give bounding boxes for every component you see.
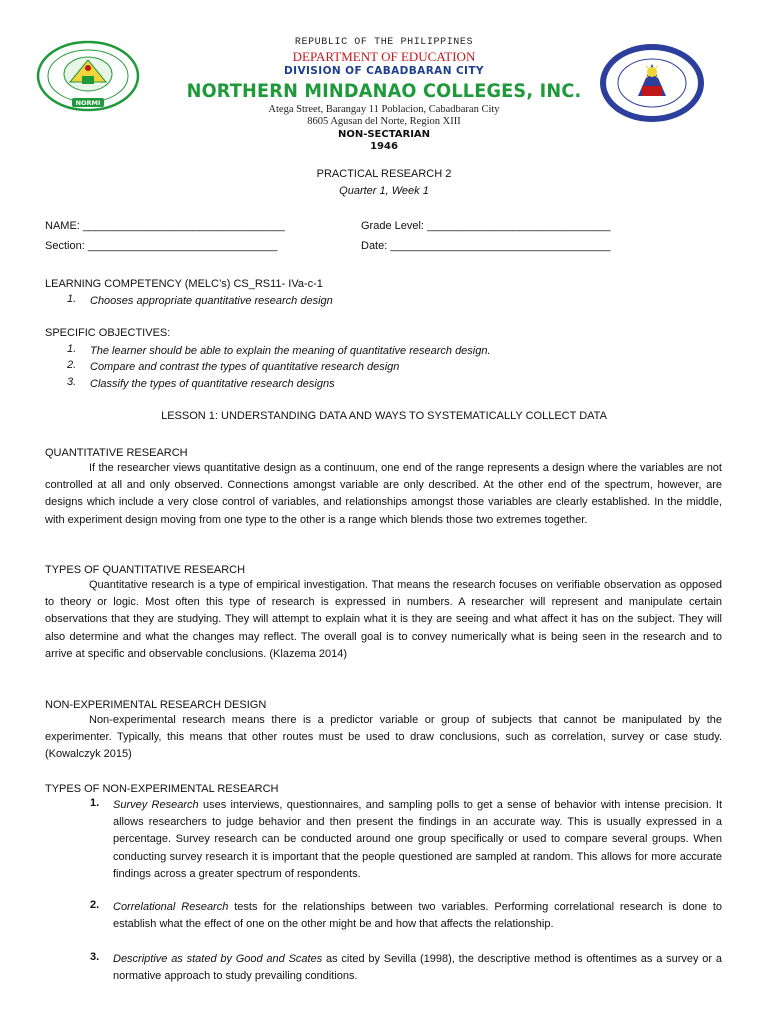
type-item-text: uses interviews, questionnaires, and sampling polls to get a sense of behavior with intense precision. It allows researchers to judge behavior and then present the findings in an accurate way. This is usually expressed in a percentage. Survey research can be conducted around one group specifically or used to compare several groups. When conducting survey research it is important that the people questioned are sampled at random. This allows for more accurate findings across a greater spectrum of respondents.	[113, 799, 722, 880]
competency-item-text: Chooses appropriate quantitative research design	[90, 295, 333, 307]
section-heading: TYPES OF QUANTITATIVE RESEARCH	[45, 564, 246, 576]
section-heading: NON-EXPERIMENTAL RESEARCH DESIGN	[45, 699, 267, 711]
type-item-term: Survey Research	[113, 799, 199, 811]
type-item-number: 2.	[90, 899, 100, 911]
objectives-heading: SPECIFIC OBJECTIVES:	[45, 327, 171, 339]
address-line-2: 8605 Agusan del Norte, Region XIII	[307, 116, 461, 127]
objective-item-number: 3.	[67, 376, 77, 388]
grade-level-field[interactable]: Grade Level: ______________________________	[361, 220, 611, 232]
type-item-number: 1.	[90, 797, 100, 809]
founding-year: 1946	[370, 141, 398, 152]
competency-heading: LEARNING COMPETENCY (MELC’s) CS_RS11- IVa-c-1	[45, 278, 323, 290]
type-item-text: as cited by Sevilla (1998), the descriptive method is oftentimes as a survey or a normative approach to study prevailing conditions.	[113, 953, 722, 983]
department-label: DEPARTMENT OF EDUCATION	[292, 49, 476, 64]
section-paragraph: Quantitative research is a type of empirical investigation. That means the research focuses on verifiable observation as opposed to theory or logic. Most often this type of research is expressed in numbers. A researcher will represent and manipulate certain observations that they are studying. They will attempt to explain what it is they are seeing and what affect it has on the subject. They will also determine and what the changes may reflect. The overall goal is to convey numerically what is being seen in the research and to arrive at specific and observable conclusions. (Klazema 2014)	[45, 579, 722, 660]
types-heading: TYPES OF NON-EXPERIMENTAL RESEARCH	[45, 783, 279, 795]
name-field[interactable]: NAME: _________________________________	[45, 220, 285, 232]
document-header	[0, 36, 768, 153]
objective-item-text: Classify the types of quantitative research designs	[90, 378, 335, 390]
objective-item-number: 2.	[67, 359, 77, 371]
quarter-title: Quarter 1, Week 1	[339, 185, 429, 197]
republic-label: REPUBLIC OF THE PHILIPPINES	[294, 37, 474, 48]
section-paragraph: If the researcher views quantitative design as a continuum, one end of the range represents a design where the variables are not controlled at all and only observed. Connections amongst variable are only described. At the other end of the spectrum, however, are designs which include a very close control of variables, and relationships amongst those variables are clearly established. In the middle, with experiment design moving from one type to the other is a range which blends those two extremes together.	[45, 462, 722, 526]
objective-item-text: Compare and contrast the types of quantitative research design	[90, 361, 400, 373]
date-field[interactable]: Date: ____________________________________	[361, 240, 611, 252]
competency-item-number: 1.	[67, 293, 77, 305]
section-heading: QUANTITATIVE RESEARCH	[45, 447, 188, 459]
type-item	[113, 797, 722, 883]
type-item-term: Descriptive as stated by Good and Scates	[113, 953, 323, 965]
subject-title: PRACTICAL RESEARCH 2	[316, 168, 452, 180]
type-item	[113, 899, 722, 933]
address-line-1: Atega Street, Barangay 11 Poblacion, Cabadbaran City	[268, 104, 500, 115]
type-item-text: tests for the relationships between two variables. Performing correlational research is done to establish what the effect of one on the other might be and how that affects the relationship.	[113, 901, 722, 931]
division-label: DIVISION OF CABADBARAN CITY	[284, 65, 484, 77]
section-field[interactable]: Section: _______________________________	[45, 240, 278, 252]
seal-badge-text: NORMI	[75, 99, 101, 107]
type-item-number: 3.	[90, 951, 100, 963]
section-paragraph: Non-experimental research means there is a predictor variable or group of subjects that cannot be manipulated by the experimenter. Typically, this means that other routes must be used to draw conclusions, such as correlation, survey or case study. (Kowalczyk 2015)	[45, 714, 722, 761]
type-item-term: Correlational Research	[113, 901, 229, 913]
type-item	[113, 951, 722, 985]
objective-item-text: The learner should be able to explain the meaning of quantitative research design.	[90, 345, 491, 357]
objective-item-number: 1.	[67, 343, 77, 355]
school-type: NON-SECTARIAN	[337, 129, 431, 140]
school-name: NORTHERN MINDANAO COLLEGES, INC.	[186, 80, 582, 102]
lesson-title: LESSON 1: UNDERSTANDING DATA AND WAYS TO SYSTEMATICALLY COLLECT DATA	[161, 410, 607, 422]
